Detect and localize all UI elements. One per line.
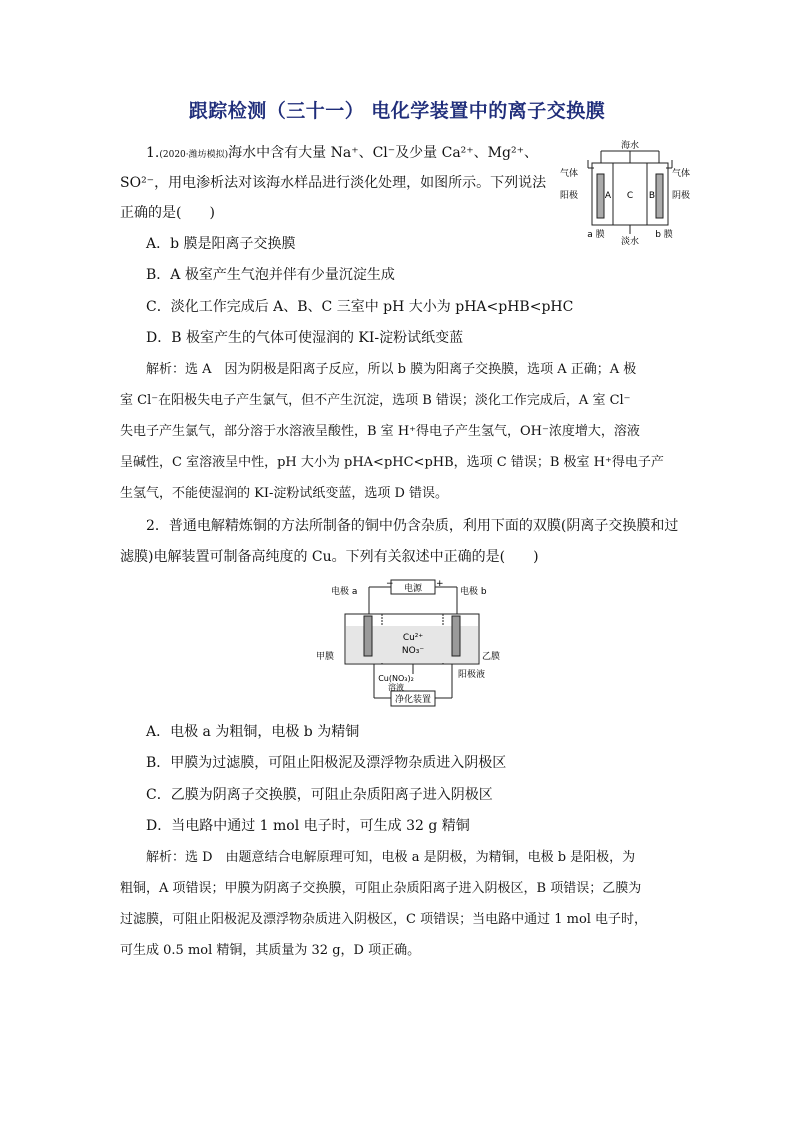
q1-analysis-2: 室 Cl⁻在阳极失电子产生氯气，但不产生沉淀，选项 B 错误；淡化工作完成后，A 室 Cl⁻ — [120, 393, 631, 408]
q2-label-electrode-a: 电极 a — [331, 587, 358, 597]
q2-label-membrane-yi: 乙膜 — [482, 652, 501, 662]
q2-line2: 滤膜)电解装置可制备高纯度的 Cu。下列有关叙述中正确的是( ) — [120, 549, 539, 565]
page-title: 跟踪检测（三十一） 电化学装置中的离子交换膜 — [188, 100, 606, 122]
q2-label-no3-ion: NO₃⁻ — [401, 646, 425, 656]
q1-label-chamber-a: A — [604, 191, 612, 201]
q1-option-d: D．B 极室产生的气体可使湿润的 KI-淀粉试纸变蓝 — [146, 330, 464, 346]
q1-label-chamber-c: C — [626, 191, 634, 201]
q1-label-membrane-a: a 膜 — [587, 230, 605, 240]
q2-analysis-1: 解析：选 D 由题意结合电解原理可知，电极 a 是阴极，为精铜，电极 b 是阳极，为 — [146, 850, 636, 865]
q2-line1: 2．普通电解精炼铜的方法所制备的铜中仍含杂质，利用下面的双膜(阴离子交换膜和过 — [146, 518, 679, 534]
q2-label-cu-no3: Cu(NO₃)₂ — [378, 674, 414, 683]
q1-analysis-5: 生氢气，不能使湿润的 KI-淀粉试纸变蓝，选项 D 错误。 — [120, 486, 449, 501]
q2-label-anolyte: 阳极液 — [458, 670, 486, 680]
q1-label-membrane-b: b 膜 — [655, 230, 673, 240]
q2-label-membrane-jia: 甲膜 — [316, 652, 335, 662]
q2-label-cu-ion: Cu²⁺ — [402, 633, 424, 643]
q2-electrode-a — [364, 616, 372, 656]
q1-label-gas-right: 气体 — [672, 169, 691, 179]
q1-number: 1. — [146, 145, 160, 161]
q1-analysis-4: 呈碱性，C 室溶液呈中性，pH 大小为 pHA<pHC<pHB，选项 C 错误；B 极室 H⁺得电子产 — [120, 455, 664, 470]
q1-label-gas-left: 气体 — [560, 169, 579, 179]
q2-analysis-3: 过滤膜，可阻止阳极泥及漂浮物杂质进入阴极区，C 项错误；当电路中通过 1 mol 电子时， — [120, 912, 648, 927]
q2-label-electrode-b: 电极 b — [460, 587, 487, 597]
q2-label-plus: + — [436, 579, 444, 589]
q1-line2: SO²⁻，用电渗析法对该海水样品进行淡化处理，如图所示。下列说法 — [120, 175, 547, 191]
q2-label-minus: − — [386, 579, 394, 589]
q1-text-1: 海水中含有大量 Na⁺、Cl⁻及少量 Ca²⁺、Mg²⁺、 — [228, 145, 538, 161]
q1-anode-plate — [597, 174, 604, 218]
q1-line1 — [146, 143, 538, 165]
q1-analysis-3: 失电子产生氯气，部分溶于水溶液呈酸性，B 室 H⁺得电子产生氢气，OH⁻浓度增大，溶液 — [120, 424, 640, 439]
q2-electrode-b — [452, 616, 460, 656]
q1-option-c: C．淡化工作完成后 A、B、C 三室中 pH 大小为 pHA<pHB<pHC — [146, 299, 574, 315]
q1-label-fresh-water: 淡水 — [620, 237, 640, 246]
q2-label-power: 电源 — [403, 584, 423, 594]
q2-analysis-4: 可生成 0.5 mol 精铜，其质量为 32 g，D 项正确。 — [120, 943, 421, 958]
q1-label-seawater: 海水 — [620, 141, 640, 151]
q2-option-d: D．当电路中通过 1 mol 电子时，可生成 32 g 精铜 — [146, 818, 470, 834]
q2-label-purifier: 净化装置 — [394, 695, 432, 705]
q2-option-b: B．甲膜为过滤膜，可阻止阳极泥及漂浮物杂质进入阴极区 — [146, 755, 507, 771]
q1-source: (2020·潍坊模拟) — [159, 150, 229, 160]
q1-line3: 正确的是( ) — [120, 205, 215, 221]
q1-label-chamber-b: B — [648, 191, 656, 201]
q1-figure — [560, 138, 700, 246]
q2-figure — [316, 578, 510, 712]
q1-cathode-plate — [656, 174, 663, 218]
q1-analysis-1: 解析：选 A 因为阴极是阳离子反应，所以 b 膜为阳离子交换膜，选项 A 正确；A 极 — [146, 362, 637, 377]
q2-option-c: C．乙膜为阴离子交换膜，可阻止杂质阳离子进入阴极区 — [146, 787, 493, 803]
q2-option-a: A．电极 a 为粗铜，电极 b 为精铜 — [146, 724, 360, 740]
q1-option-a: A．b 膜是阳离子交换膜 — [146, 236, 296, 252]
q1-option-b: B．A 极室产生气泡并伴有少量沉淀生成 — [146, 267, 395, 283]
q1-label-cathode: 阴极 — [672, 191, 691, 201]
q2-label-solution: 溶液 — [388, 683, 404, 692]
q1-label-anode: 阳极 — [560, 191, 579, 201]
q2-analysis-2: 粗铜，A 项错误；甲膜为阴离子交换膜，可阻止杂质阳离子进入阴极区，B 项错误；乙膜为 — [120, 881, 642, 896]
